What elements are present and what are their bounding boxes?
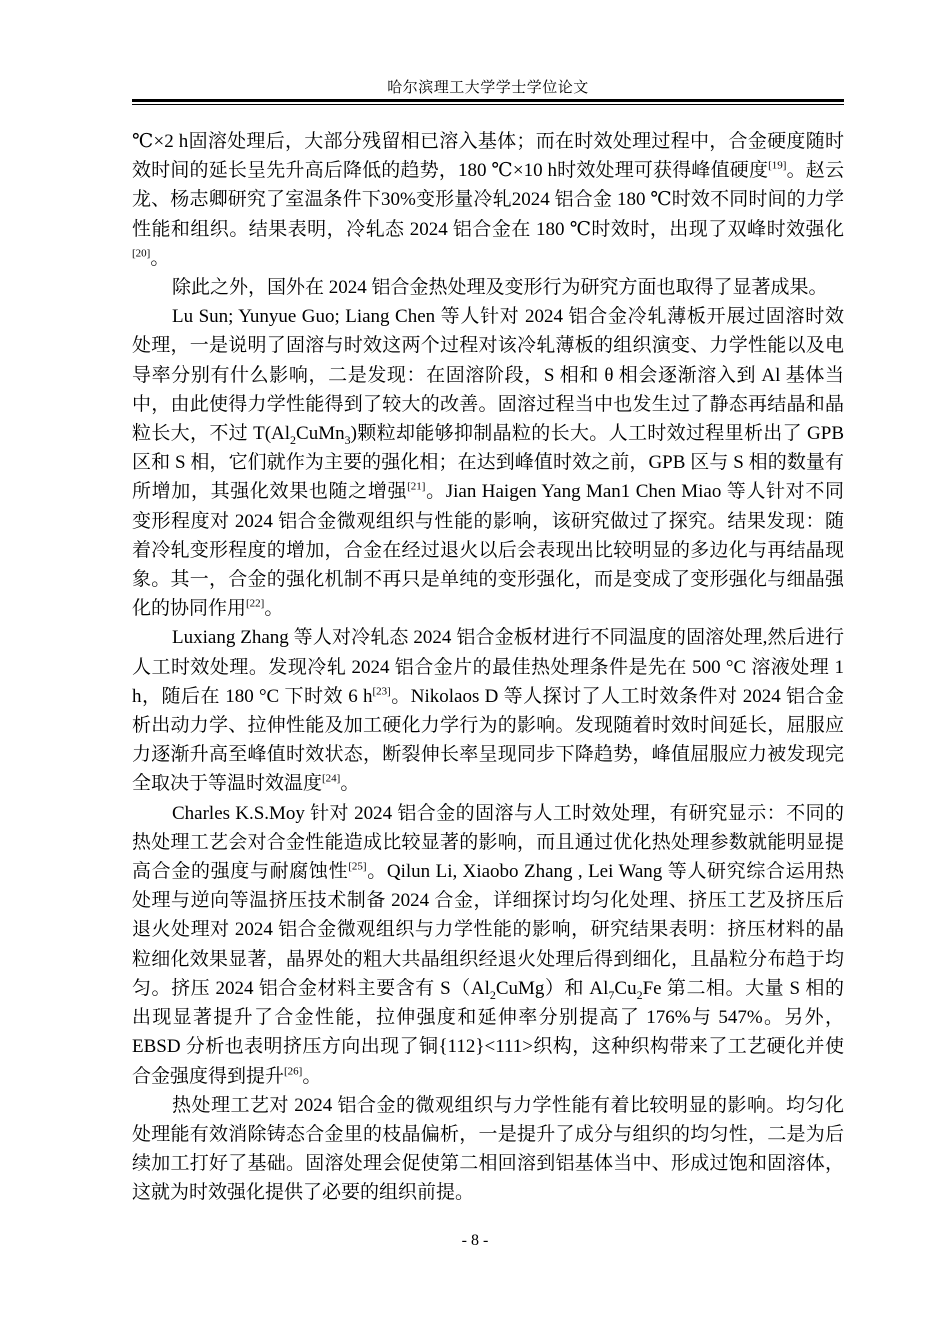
text-run: 热处理工艺对 2024 铝合金的微观组织与力学性能有着比较明显的影响。均匀化处理能有效消除铸态合金里的枝晶偏析，一是提升了成分与组织的均匀性，二是为后续加工打好了基础。固溶处理会促使第二相回溶到铝基体当中、形成过饱和固溶体，这就为时效强化提供了必要的组织前提。 bbox=[132, 1094, 844, 1204]
subscript: 3 bbox=[344, 432, 351, 447]
text-run: CuMn bbox=[296, 423, 345, 445]
text-run: Charles K.S.Moy 针对 2024 铝合金的固溶与人工时效处理，有研究显示：不同的热处理工艺会对合金性能造成比较显著的影响，而且通过优化热处理参数就能明显提高合金的强度与耐腐蚀性 bbox=[132, 802, 844, 883]
subscript: 2 bbox=[290, 432, 297, 447]
citation-ref: [23] bbox=[372, 685, 391, 698]
text-run: 。 bbox=[264, 598, 284, 620]
text-run: 。Nikolaos D 等人探讨了人工时效条件对 2024 铝合金析出动力学、拉伸性能及加工硬化力学行为的影响。发现随着时效时间延长，屈服应力逐渐升高至峰值时效状态，断裂伸长率呈现同步下降趋势，峰值屈服应力被发现完全取决于等温时效温度 bbox=[132, 685, 844, 795]
text-run: 除此之外，国外在 2024 铝合金热处理及变形行为研究方面也取得了显著成果。 bbox=[172, 277, 828, 299]
text-run: CuMg）和 Al bbox=[495, 977, 609, 999]
page-number: - 8 - bbox=[461, 1232, 489, 1249]
paragraph bbox=[132, 623, 844, 798]
citation-ref: [22] bbox=[246, 597, 265, 610]
paragraph bbox=[132, 127, 844, 273]
text-run: 。 bbox=[302, 1065, 322, 1087]
paragraph bbox=[132, 302, 844, 623]
running-header: 哈尔滨理工大学学士学位论文 bbox=[387, 78, 589, 96]
text-run: 。 bbox=[150, 247, 170, 269]
text-run: Fe 第二相。大量 S 相的出现显著提升了合金性能，拉伸强度和延伸率分别提高了 176%与 547%。另外，EBSD 分析也表明挤压方向出现了铜{112}<111>织构，这种织构带来了工艺硬化并使合金强度得到提升 bbox=[132, 977, 844, 1087]
citation-ref: [21] bbox=[407, 481, 426, 494]
header-rule-thin bbox=[132, 104, 844, 105]
body-text bbox=[132, 127, 844, 1208]
text-run: Cu bbox=[614, 977, 637, 999]
subscript: 2 bbox=[636, 987, 643, 1002]
subscript: 7 bbox=[608, 987, 615, 1002]
text-run: 。Jian Haigen Yang Man1 Chen Miao 等人针对不同变形程度对 2024 铝合金微观组织与性能的影响，该研究做过了探究。结果发现：随着冷轧变形程度的增加，合金在经过退火以后会表现出比较明显的多边化与再结晶现象。其一，合金的强化机制不再只是单纯的变形强化，而是变成了变形强化与细晶强化的协同作用 bbox=[132, 481, 844, 620]
paragraph bbox=[132, 1091, 844, 1208]
text-run: Lu Sun; Yunyue Guo; Liang Chen 等人针对 2024 铝合金冷轧薄板开展过固溶时效处理，一是说明了固溶与时效这两个过程对该冷轧薄板的组织演变、力学性能以及电导率分别有什么影响，二是发现：在固溶阶段，S 相和 θ 相会逐渐溶入到 Al 基体当中，由此使得力学性能得到了较大的改善。固溶过程当中也发生过了静态再结晶和晶粒长大，不过 T(Al bbox=[132, 306, 844, 445]
text-run: Luxiang Zhang 等人对冷轧态 2024 铝合金板材进行不同温度的固溶处理,然后进行人工时效处理。发现冷轧 2024 铝合金片的最佳热处理条件是先在 500 °C 溶液处理 1 h，随后在 180 °C 下时效 6 h bbox=[132, 627, 844, 707]
paragraph bbox=[132, 273, 844, 302]
text-run: 。赵云龙、杨志卿研究了室温条件下30%变形量冷轧2024 铝合金 180 ℃时效不同时间的力学性能和组织。结果表明，冷轧态 2024 铝合金在 180 ℃时效时，出现了双峰时效强化 bbox=[132, 160, 844, 240]
text-run: 。Qilun Li, Xiaobo Zhang , Lei Wang 等人研究综合运用热处理与逆向等温挤压技术制备 2024 合金，详细探讨均匀化处理、挤压工艺及挤压后退火处理对 2024 铝合金微观组织与力学性能的影响，研究结果表明：挤压材料的晶粒细化效果显著，晶界处的粗大共晶组织经退火处理后得到细化，且晶粒分布趋于均匀。挤压 2024 铝合金材料主要含有 S（Al bbox=[132, 861, 844, 999]
header-rule-thick bbox=[132, 99, 844, 102]
citation-ref: [24] bbox=[322, 773, 341, 786]
paragraph bbox=[132, 799, 844, 1091]
citation-ref: [26] bbox=[284, 1065, 303, 1078]
text-run: )颗粒却能够抑制晶粒的长大。人工时效过程里析出了 GPB 区和 S 相，它们就作为主要的强化相；在达到峰值时效之前，GPB 区与 S 相的数量有所增加，其强化效果也随之增强 bbox=[132, 423, 844, 503]
subscript: 2 bbox=[489, 987, 496, 1002]
citation-ref: [25] bbox=[348, 860, 367, 873]
citation-ref: [19] bbox=[768, 159, 787, 172]
text-run: ℃×2 h固溶处理后，大部分残留相已溶入基体；而在时效处理过程中，合金硬度随时效时间的延长呈先升高后降低的趋势，180 ℃×10 h时效处理可获得峰值硬度 bbox=[132, 131, 844, 182]
citation-ref: [20] bbox=[132, 247, 151, 260]
text-run: 。 bbox=[340, 773, 360, 795]
